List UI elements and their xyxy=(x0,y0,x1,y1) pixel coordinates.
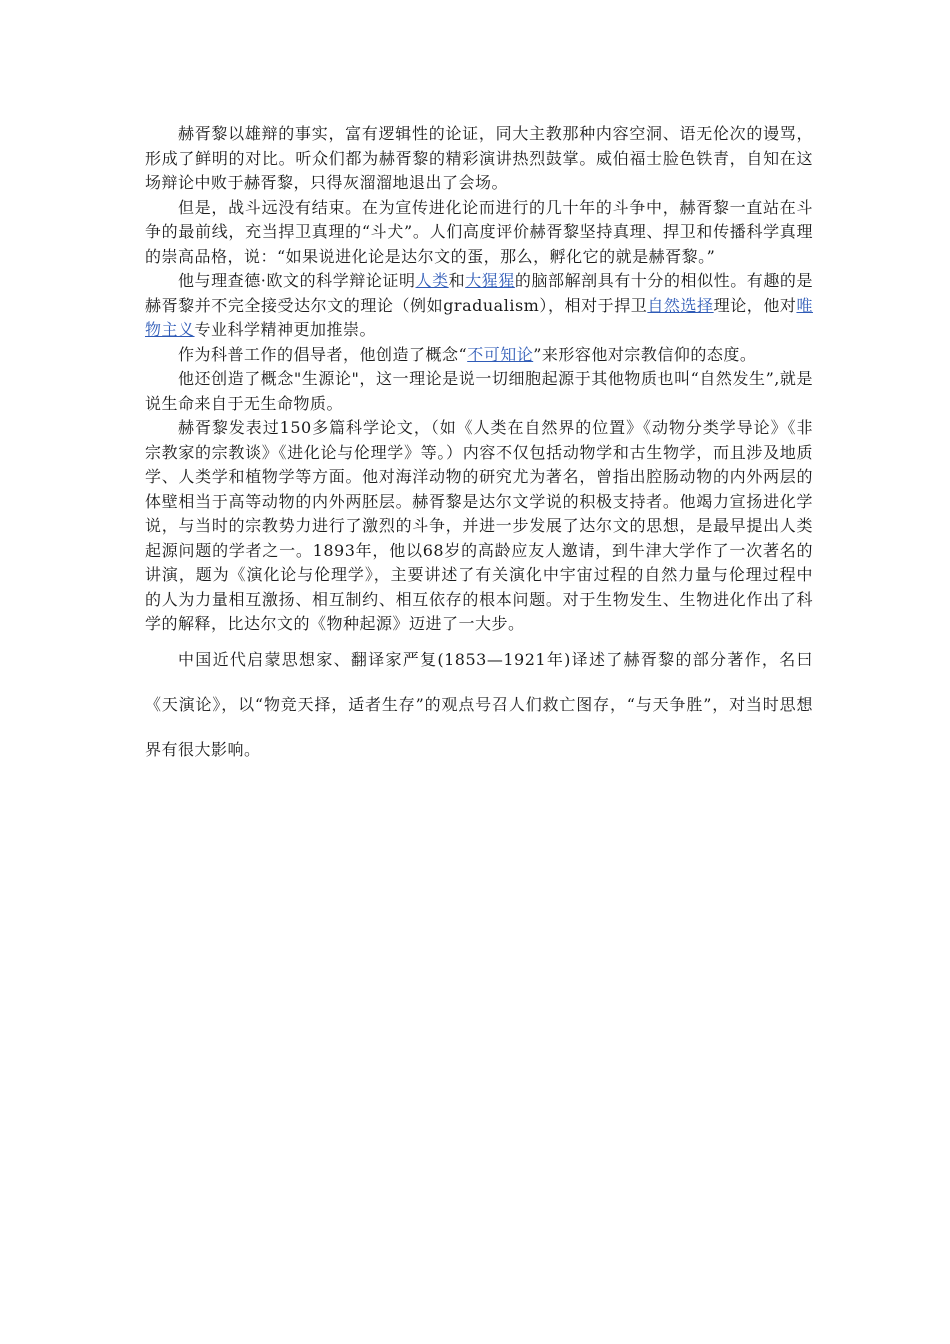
inline-link[interactable]: 唯物主义 xyxy=(145,295,813,339)
inline-link[interactable]: 自然选择 xyxy=(647,295,714,315)
paragraph xyxy=(145,122,813,196)
inline-link[interactable]: 大猩猩 xyxy=(465,271,515,290)
paragraph-text: 作为科普工作的倡导者，他创造了概念“ xyxy=(178,344,468,364)
paragraph xyxy=(145,637,813,772)
paragraph-text: 理论，他对 xyxy=(713,295,797,315)
paragraph xyxy=(145,343,813,368)
paragraph-text: 专业科学精神更加推崇。 xyxy=(194,320,377,339)
paragraph-text: 中国近代启蒙思想家、翻译家严复(1853—1921年)译述了赫胥黎的部分著作，名曰《天演论》，以“物竞天择，适者生存”的观点号召人们救亡图存，“与天争胜”，对当时思想界有很大影响。 xyxy=(145,649,813,759)
inline-link[interactable]: 人类 xyxy=(415,271,449,290)
paragraph-text: ”来形容他对宗教信仰的态度。 xyxy=(533,344,757,364)
paragraph xyxy=(145,416,813,637)
inline-link[interactable]: 不可知论 xyxy=(467,344,534,364)
paragraph-text: 但是，战斗远没有结束。在为宣传进化论而进行的几十年的斗争中，赫胥黎一直站在斗争的最前线，充当捍卫真理的“斗犬”。人们高度评价赫胥黎坚持真理、捍卫和传播科学真理的崇高品格，说：“如果说进化论是达尔文的蛋，那么，孵化它的就是赫胥黎。” xyxy=(145,197,813,266)
paragraph-text: 他与理查德·欧文的科学辩论证明 xyxy=(178,271,416,290)
paragraph-text: 和 xyxy=(448,271,466,290)
paragraph-text: 赫胥黎发表过150多篇科学论文，（如《人类在自然界的位置》《动物分类学导论》《非宗教家的宗教谈》《进化论与伦理学》等。）内容不仅包括动物学和古生物学，而且涉及地质学、人类学和植物学等方面。他对海洋动物的研究尤为著名，曾指出腔肠动物的内外两层的体壁相当于高等动物的内外两胚层。赫胥黎是达尔文学说的积极支持者。他竭力宣扬进化学说，与当时的宗教势力进行了激烈的斗争，并进一步发展了达尔文的思想，是最早提出人类起源问题的学者之一。1893年，他以68岁的高龄应友人邀请，到牛津大学作了一次著名的讲演，题为《演化论与伦理学》，主要讲述了有关演化中宇宙过程的自然力量与伦理过程中的人为力量相互激扬、相互制约、相互依存的根本问题。对于生物发生、生物进化作出了科学的解释，比达尔文的《物种起源》迈进了一大步。 xyxy=(145,418,813,633)
article-body xyxy=(145,122,813,772)
paragraph-text: 他还创造了概念"生源论"，这一理论是说一切细胞起源于其他物质也叫“自然发生”,就是说生命来自于无生命物质。 xyxy=(145,369,813,413)
paragraph-text: 的脑部解剖具有十分的相似性。有趣的是赫胥黎并不完全接受达尔文的理论（例如gradualism），相对于捍卫 xyxy=(145,271,813,315)
paragraph-text: 赫胥黎以雄辩的事实，富有逻辑性的论证，同大主教那种内容空洞、语无伦次的谩骂，形成了鲜明的对比。听众们都为赫胥黎的精彩演讲热烈鼓掌。威伯福士脸色铁青，自知在这场辩论中败于赫胥黎，只得灰溜溜地退出了会场。 xyxy=(145,124,813,192)
paragraph xyxy=(145,367,813,416)
paragraph xyxy=(145,196,813,270)
paragraph xyxy=(145,269,813,343)
